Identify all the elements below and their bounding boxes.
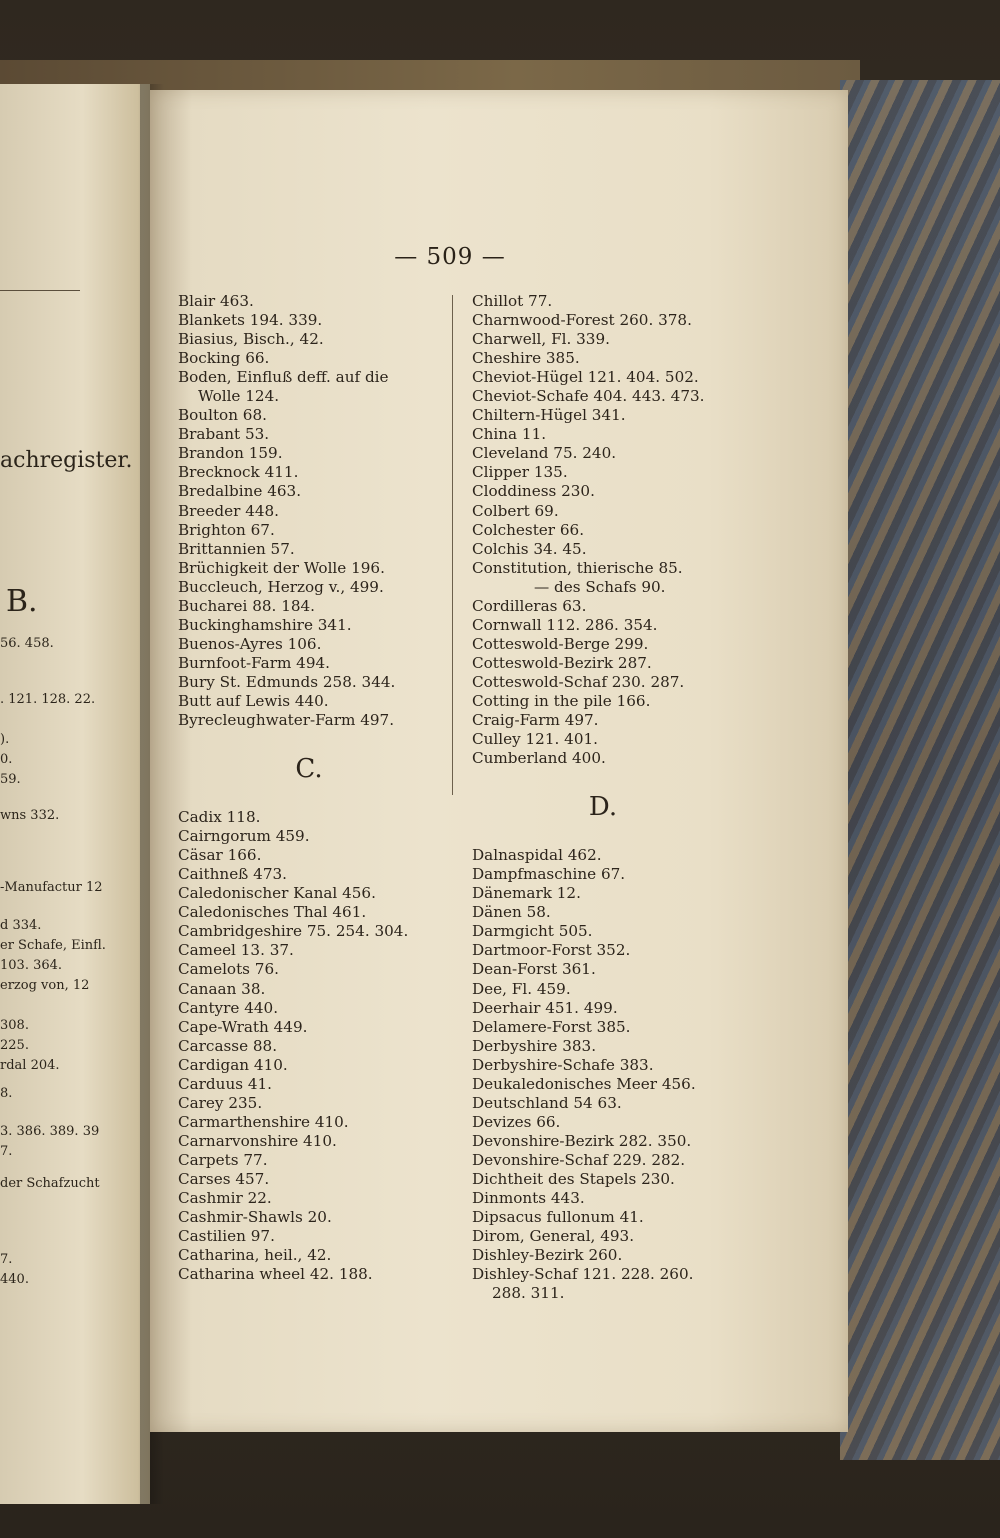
index-section-c <box>178 808 440 1284</box>
index-entry: Cotteswold-Berge 299. <box>472 634 649 653</box>
index-entry: Cashmir-Shawls 20. <box>178 1208 332 1227</box>
index-entry: Brittannien 57. <box>178 539 295 558</box>
index-entry: Cantyre 440. <box>178 998 279 1017</box>
index-entry: Dinmonts 443. <box>472 1189 585 1208</box>
index-entry: Wolle 124. <box>198 387 280 406</box>
index-entry: Devonshire-Schaf 229. 282. <box>472 1150 686 1169</box>
index-entry: Bucharei 88. 184. <box>178 596 316 615</box>
facing-page-fragment: 7. <box>0 1144 13 1159</box>
index-entry: Cordilleras 63. <box>472 596 587 615</box>
facing-page-fragment: rdal 204. <box>0 1058 60 1073</box>
facing-page-fragment: 225. <box>0 1038 29 1053</box>
facing-page-fragment: 440. <box>0 1272 29 1287</box>
index-entry: Carnarvonshire 410. <box>178 1131 337 1150</box>
index-entry: — des Schafs 90. <box>534 577 666 596</box>
index-column-right <box>472 292 734 1303</box>
index-entry: Chiltern-Hügel 341. <box>472 406 626 425</box>
index-entry: 288. 311. <box>492 1284 565 1303</box>
index-entry: Craig-Farm 497. <box>472 711 599 730</box>
index-entry: Devonshire-Bezirk 282. 350. <box>472 1131 692 1150</box>
index-entry: Brabant 53. <box>178 425 270 444</box>
index-entry: Camelots 76. <box>178 960 279 979</box>
index-entry: Deutschland 54 63. <box>472 1093 622 1112</box>
index-entry: Devizes 66. <box>472 1112 561 1131</box>
index-entry: Cashmir 22. <box>178 1189 272 1208</box>
index-entry: Dipsacus fullonum 41. <box>472 1208 644 1227</box>
index-entry: Derbyshire-Schafe 383. <box>472 1055 654 1074</box>
index-entry: Cleveland 75. 240. <box>472 444 617 463</box>
facing-page-fragment: wns 332. <box>0 808 60 823</box>
index-entry: Cheviot-Schafe 404. 443. 473. <box>472 387 705 406</box>
facing-page-fragment: 0. <box>0 752 13 767</box>
index-entry: Brighton 67. <box>178 520 275 539</box>
index-entry: Derbyshire 383. <box>472 1036 597 1055</box>
index-entry: Boulton 68. <box>178 406 267 425</box>
index-entry: Blair 463. <box>178 292 254 310</box>
index-entry: Colchester 66. <box>472 520 585 539</box>
index-entry: Cape-Wrath 449. <box>178 1017 308 1036</box>
index-entry: Butt auf Lewis 440. <box>178 691 329 710</box>
index-entry: Carpets 77. <box>178 1150 268 1169</box>
index-entry: Blankets 194. 339. <box>178 311 323 330</box>
index-entry: Brandon 159. <box>178 444 283 463</box>
index-entry: Bredalbine 463. <box>178 482 302 501</box>
facing-page-fragment: d 334. <box>0 918 42 933</box>
index-entry: Carses 457. <box>178 1169 270 1188</box>
section-letter-d: D. <box>588 792 618 823</box>
index-entry: Charnwood-Forest 260. 378. <box>472 311 692 330</box>
index-entry: Delamere-Forst 385. <box>472 1017 631 1036</box>
index-entry: Cambridgeshire 75. 254. 304. <box>178 922 409 941</box>
index-entry: China 11. <box>472 425 547 444</box>
index-entry: Cardigan 410. <box>178 1055 288 1074</box>
facing-page-fragment: 103. 364. <box>0 958 63 973</box>
facing-page-fragment: . 121. 128. 22. <box>0 692 96 707</box>
index-entry: Dänen 58. <box>472 903 551 922</box>
index-entry: Bury St. Edmunds 258. 344. <box>178 672 396 691</box>
facing-page-fragment: 59. <box>0 772 21 787</box>
index-entry: Cäsar 166. <box>178 846 262 865</box>
index-entry: Culley 121. 401. <box>472 730 598 749</box>
index-entry: Buckinghamshire 341. <box>178 615 352 634</box>
facing-page-fragment: 56. 458. <box>0 636 54 651</box>
facing-page-fragment: 7. <box>0 1252 13 1267</box>
facing-page-fragment: 308. <box>0 1018 29 1033</box>
index-entry: Brüchigkeit der Wolle 196. <box>178 558 385 577</box>
facing-page-fragment: er Schafe, Einfl. <box>0 938 106 953</box>
index-entry: Cameel 13. 37. <box>178 941 294 960</box>
facing-page-fragment: ). <box>0 732 10 747</box>
index-entry: Caledonisches Thal 461. <box>178 903 367 922</box>
index-entry: Cloddiness 230. <box>472 482 595 501</box>
index-entry: Cheviot-Hügel 121. 404. 502. <box>472 368 699 387</box>
index-entry: Carduus 41. <box>178 1074 272 1093</box>
index-entry: Byrecleughwater-Farm 497. <box>178 711 395 730</box>
index-entry: Carey 235. <box>178 1093 263 1112</box>
index-entry: Burnfoot-Farm 494. <box>178 653 330 672</box>
index-entry: Dänemark 12. <box>472 884 581 903</box>
index-entry: Cumberland 400. <box>472 749 606 768</box>
section-letter-c: C. <box>295 754 323 785</box>
index-entry: Boden, Einfluß deff. auf die <box>178 368 389 387</box>
index-entry: Dalnaspidal 462. <box>472 846 602 865</box>
index-entry: Cotteswold-Schaf 230. 287. <box>472 672 685 691</box>
index-entry: Dishley-Bezirk 260. <box>472 1246 623 1265</box>
facing-page-fragment: -Manufactur 12 <box>0 880 103 895</box>
index-entry: Dirom, General, 493. <box>472 1227 635 1246</box>
index-entry: Catharina wheel 42. 188. <box>178 1265 373 1284</box>
facing-page-fragment: achregister. <box>0 448 133 473</box>
index-entry: Bocking 66. <box>178 349 270 368</box>
index-entry: Castilien 97. <box>178 1227 275 1246</box>
index-entry: Caithneß 473. <box>178 865 287 884</box>
index-entry: Breeder 448. <box>178 501 280 520</box>
index-column-left <box>178 292 440 1284</box>
index-entry: Cornwall 112. 286. 354. <box>472 615 658 634</box>
index-entry: Colbert 69. <box>472 501 559 520</box>
index-entry: Charwell, Fl. 339. <box>472 330 610 349</box>
index-section-c-continued <box>472 292 734 768</box>
index-entry: Dampfmaschine 67. <box>472 865 626 884</box>
facing-page-rule <box>0 290 80 291</box>
index-entry: Cadix 118. <box>178 808 261 827</box>
index-entry: Cotting in the pile 166. <box>472 691 651 710</box>
facing-page-fragment: B. <box>6 584 38 619</box>
column-divider <box>452 295 453 795</box>
index-entry: Buccleuch, Herzog v., 499. <box>178 577 384 596</box>
index-entry: Carmarthenshire 410. <box>178 1112 349 1131</box>
index-entry: Cotteswold-Bezirk 287. <box>472 653 652 672</box>
index-entry: Carcasse 88. <box>178 1036 278 1055</box>
index-entry: Dishley-Schaf 121. 228. 260. <box>472 1265 694 1284</box>
index-entry: Catharina, heil., 42. <box>178 1246 332 1265</box>
index-entry: Dichtheit des Stapels 230. <box>472 1169 675 1188</box>
index-entry: Colchis 34. 45. <box>472 539 587 558</box>
index-entry: Brecknock 411. <box>178 463 299 482</box>
facing-page-fragment: 3. 386. 389. 39 <box>0 1124 100 1139</box>
index-entry: Buenos-Ayres 106. <box>178 634 322 653</box>
index-entry: Caledonischer Kanal 456. <box>178 884 376 903</box>
facing-page-fragment: erzog von, 12 <box>0 978 90 993</box>
index-entry: Dean-Forst 361. <box>472 960 596 979</box>
index-entry: Canaan 38. <box>178 979 266 998</box>
index-entry: Cairngorum 459. <box>178 827 310 846</box>
index-section-d <box>472 846 734 1303</box>
facing-page <box>0 84 150 1504</box>
facing-page-fragment: 8. <box>0 1086 13 1101</box>
index-entry: Dartmoor-Forst 352. <box>472 941 631 960</box>
page-number: — 509 — <box>394 244 506 270</box>
index-entry: Deerhair 451. 499. <box>472 998 618 1017</box>
index-entry: Dee, Fl. 459. <box>472 979 571 998</box>
index-entry: Deukaledonisches Meer 456. <box>472 1074 696 1093</box>
marbled-cover-edge <box>840 80 1000 1460</box>
facing-page-fragment: der Schafzucht <box>0 1176 100 1191</box>
index-section-b <box>178 292 440 730</box>
index-entry: Chillot 77. <box>472 292 553 310</box>
index-entry: Clipper 135. <box>472 463 568 482</box>
index-entry: Darmgicht 505. <box>472 922 593 941</box>
index-entry: Biasius, Bisch., 42. <box>178 330 324 349</box>
index-entry: Cheshire 385. <box>472 349 580 368</box>
index-entry: Constitution, thierische 85. <box>472 558 683 577</box>
